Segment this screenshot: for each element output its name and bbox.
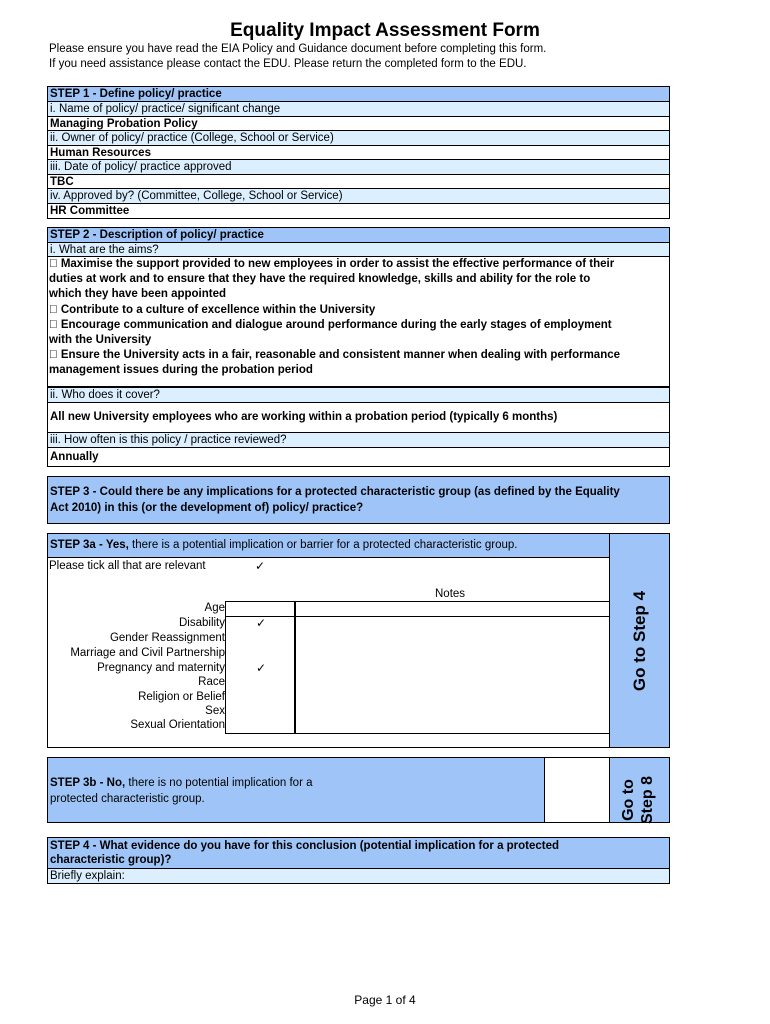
step3b-tick-box[interactable]	[544, 757, 610, 823]
step4-header-line-2: characteristic group)?	[50, 854, 172, 866]
step3b-header-line-2: protected characteristic group.	[50, 793, 205, 805]
step2-review-label: iii. How often is this policy / practice reviewed?	[47, 432, 670, 448]
goto-step8-label	[619, 765, 659, 835]
step2-review-value[interactable]: Annually	[47, 447, 670, 467]
step3a-header-bold: STEP 3a - Yes,	[50, 539, 129, 551]
characteristic-age: Age	[204, 602, 225, 614]
step3-header-line-2: Act 2010) in this (or the development of) policy/ practice?	[50, 502, 364, 514]
step3-header-line-1: STEP 3 - Could there be any implications for a protected characteristic group (as defined by the Equality	[50, 486, 620, 498]
intro-line-2: If you need assistance please contact the EDU. Please return the completed form to the EDU.	[49, 58, 527, 70]
characteristic-disability: Disability	[178, 617, 225, 629]
aims-line: Contribute to a culture of excellence within the University	[49, 303, 364, 316]
step2-aims-box[interactable]	[47, 256, 670, 387]
step2-header: STEP 2 - Description of policy/ practice	[47, 227, 670, 243]
pregnancy-check-icon[interactable]: ✓	[256, 661, 267, 675]
aims-line: Maximise the support provided to new employees in order to assist the effective performance of their	[49, 258, 603, 270]
aims-line: Encourage communication and dialogue around performance during the early stages of employment	[49, 318, 600, 331]
characteristic-race: Race	[198, 676, 225, 688]
goto-step8-panel[interactable]	[609, 757, 670, 823]
step1-name-value[interactable]: Managing Probation Policy	[47, 116, 670, 131]
aims-line: duties at work and to ensure that they have the required knowledge, skills and ability for the role to	[49, 273, 591, 286]
characteristic-religion: Religion or Belief	[138, 691, 225, 703]
step4-explain-label: Briefly explain:	[47, 868, 670, 884]
page-number: Page 1 of 4	[354, 993, 416, 1007]
notes-label: Notes	[435, 588, 466, 600]
step3b-header-bold: STEP 3b - No,	[50, 777, 126, 789]
step2-cover-label: ii. Who does it cover?	[47, 387, 670, 403]
goto-step8-line-1: Go to	[620, 779, 637, 821]
tick-prompt: Please tick all that are relevant	[49, 560, 206, 572]
aims-line: management issues during the probation period	[49, 364, 313, 377]
goto-step8-line-2: Step 8	[639, 776, 656, 825]
goto-step4-panel[interactable]	[609, 533, 670, 748]
step3b-header	[47, 757, 545, 823]
characteristic-labels	[48, 601, 225, 741]
step1-owner-label: ii. Owner of policy/ practice (College, School or Service)	[47, 130, 670, 146]
step2-cover-value[interactable]: All new University employees who are working within a probation period (typically 6 months)	[47, 402, 670, 433]
step2-aims-label: i. What are the aims?	[47, 242, 670, 257]
characteristic-sexual-orientation: Sexual Orientation	[130, 719, 225, 731]
step1-header: STEP 1 - Define policy/ practice	[47, 86, 670, 102]
step3a-body	[47, 557, 610, 748]
step1-approved-label: iv. Approved by? (Committee, College, School or Service)	[47, 188, 670, 204]
step3-header	[47, 476, 670, 524]
step4-header	[47, 837, 670, 869]
step1-date-value[interactable]: TBC	[47, 174, 670, 189]
intro-line-1: Please ensure you have read the EIA Policy and Guidance document before completing this form.	[49, 43, 547, 55]
goto-step4-label: Go to Step 4	[630, 590, 649, 692]
step3b-header-text: there is no potential implication for a	[125, 777, 313, 789]
step1-owner-value[interactable]: Human Resources	[47, 145, 670, 160]
notes-column[interactable]	[295, 601, 611, 734]
step1-approved-value[interactable]: HR Committee	[47, 203, 670, 219]
characteristic-sex: Sex	[205, 705, 225, 717]
step1-name-label: i. Name of policy/ practice/ significant change	[47, 101, 670, 117]
aims-line: Ensure the University acts in a fair, reasonable and consistent manner when dealing with performance	[49, 349, 609, 362]
tick-prompt-check-icon: ✓	[255, 559, 266, 573]
characteristic-pregnancy: Pregnancy and maternity	[97, 662, 225, 674]
row-divider	[225, 601, 611, 617]
step3a-header-text: there is a potential implication or barrier for a protected characteristic group.	[128, 539, 518, 551]
aims-line: which they have been appointed	[49, 288, 227, 301]
disability-check-icon[interactable]: ✓	[256, 616, 267, 630]
step1-date-label: iii. Date of policy/ practice approved	[47, 159, 670, 175]
page-title: Equality Impact Assessment Form	[230, 20, 540, 41]
step3a-header	[47, 533, 610, 558]
characteristic-marriage: Marriage and Civil Partnership	[70, 647, 225, 659]
aims-line: with the University	[49, 334, 152, 347]
characteristic-gender-reassignment: Gender Reassignment	[109, 632, 225, 644]
step4-header-line-1: STEP 4 - What evidence do you have for this conclusion (potential implication for a protected	[50, 840, 560, 852]
